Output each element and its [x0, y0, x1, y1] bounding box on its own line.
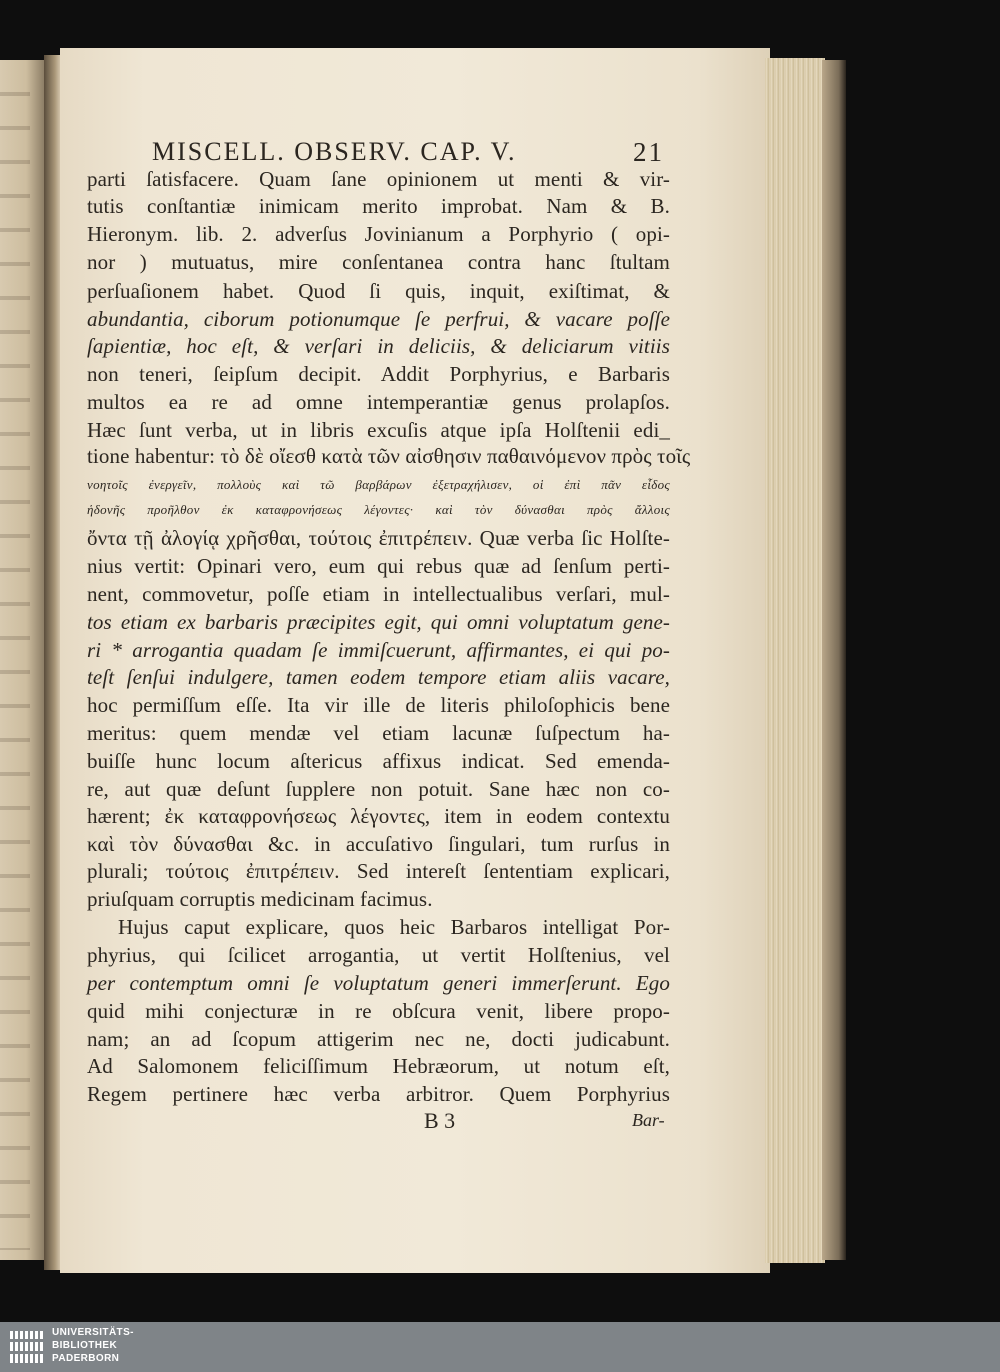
text-line: multos ea re ad omne intemperantiæ genus prolapſos. — [87, 390, 670, 414]
text-line: καὶ τὸν δύνασθαι &c. in accuſativo ſingulari, tum rurſus in — [87, 832, 670, 856]
library-logo-icon — [8, 1328, 48, 1366]
text-line: non teneri, ſeipſum decipit. Addit Porphyrius, e Barbaris — [87, 362, 670, 386]
text-line: tos etiam ex barbaris præcipites egit, qui omni voluptatum gene- — [87, 610, 670, 634]
library-name-line: BIBLIOTHEK — [52, 1340, 118, 1351]
greek-line: ἡδονῆς προῆλθον ἐκ καταφρονήσεως λέγοντες· καὶ τὸν δύνασθαι πρὸς ἄλλοις — [87, 502, 670, 517]
library-name-line: UNIVERSITÄTS- — [52, 1327, 134, 1338]
paragraph-start-line: Hujus caput explicare, quos heic Barbaros intelligat Por- — [118, 915, 670, 939]
text-line: perſuaſionem habet. Quod ſi quis, inquit, exiſtimat, & — [87, 279, 670, 303]
running-title: MISCELL. OBSERV. CAP. V. — [152, 137, 517, 166]
text-line: phyrius, qui ſcilicet arrogantia, ut vertit Holſtenius, vel — [87, 943, 670, 967]
text-line: Hieronym. lib. 2. adverſus Jovinianum a Porphyrio ( opi- — [87, 222, 670, 246]
text-line: per contemptum omni ſe voluptatum generi immerſerunt. Ego — [87, 971, 670, 995]
text-line: nius vertit: Opinari vero, eum qui rebus quæ ad ſenſum perti- — [87, 554, 670, 578]
text-line: parti ſatisfacere. Quam ſane opinionem ut menti & vir- — [87, 167, 670, 191]
text-line: quid mihi conjecturæ in re obſcura venit, libere propo- — [87, 999, 670, 1023]
text-line: priuſquam corruptis medicinam facimus. — [87, 887, 433, 911]
text-line: abundantia, ciborum potionumque ſe perfrui, & vacare poſſe — [87, 307, 670, 331]
signature-mark: B 3 — [424, 1108, 456, 1133]
text-line: tutis conſtantiæ inimicam merito improbat. Nam & B. — [87, 194, 670, 218]
running-header — [152, 137, 664, 167]
greek-line: νοητοῖς ἐνεργεῖν, πολλοὺς καὶ τῶ βαρβάρων ἐξετραχήλισεν, οἱ ἐπὶ πᾶν εἶδος — [87, 477, 670, 492]
page-number: 21 — [633, 137, 664, 167]
left-page-text-bleed — [0, 70, 30, 1250]
text-line: nent, commovetur, poſſe etiam in intellectualibus verſari, mul- — [87, 582, 670, 606]
library-name-line: PADERBORN — [52, 1353, 120, 1364]
text-line: hærent; ἐκ καταφρονήσεως λέγοντες, item in eodem contextu — [87, 804, 670, 828]
text-line: ri * arrogantia quadam ſe immiſcuerunt, affirmantes, ei qui po- — [87, 638, 670, 662]
text-line: nor ) mutuatus, mire conſentanea contra hanc ſtultam — [87, 250, 670, 274]
text-line: Hæc ſunt verba, ut in libris excuſis atque ipſa Holſtenii edi_ — [87, 418, 670, 442]
text-line: ſapientiæ, hoc eſt, & verſari in deliciis, & deliciarum vitiis — [87, 334, 670, 358]
text-line: nam; an ad ſcopum attigerim nec ne, docti judicabunt. — [87, 1027, 670, 1051]
text-line: hoc permiſſum eſſe. Ita vir ille de literis philoſophicis bene — [87, 693, 670, 717]
text-line: buiſſe hunc locum aſtericus affixus indicat. Sed emenda- — [87, 749, 670, 773]
text-line: Ad Salomonem feliciſſimum Hebræorum, ut notum eſt, — [87, 1054, 670, 1078]
text-line-greek: ὄντα τῇ ἀλογίᾳ χρῆσθαι, τούτοις ἐπιτρέπειν. Quæ verba ſic Holſte- — [87, 526, 670, 550]
library-name — [52, 1326, 134, 1365]
text-line-greek: tione habentur: τὸ δὲ οἴεσθ κατὰ τῶν αἰσθησιν παθαινόμενον πρὸς τοῖς — [87, 444, 691, 468]
text-line: plurali; τούτοις ἐπιτρέπειν. Sed intereſt ſententiam explicari, — [87, 859, 670, 883]
book-cover-edge — [822, 60, 846, 1260]
text-line: Regem pertinere hæc verba arbitror. Quem Porphyrius — [87, 1082, 670, 1106]
library-footer — [0, 1322, 1000, 1372]
page-block-edge — [765, 58, 825, 1263]
text-line: teſt ſenſui indulgere, tamen eodem tempore etiam aliis vacare, — [87, 665, 670, 689]
text-line: meritus: quem mendæ vel etiam lacunæ ſuſpectum ha- — [87, 721, 670, 745]
text-line: re, aut quæ deſunt ſupplere non potuit. Sane hæc non co- — [87, 777, 670, 801]
catchword: Bar- — [632, 1110, 665, 1130]
